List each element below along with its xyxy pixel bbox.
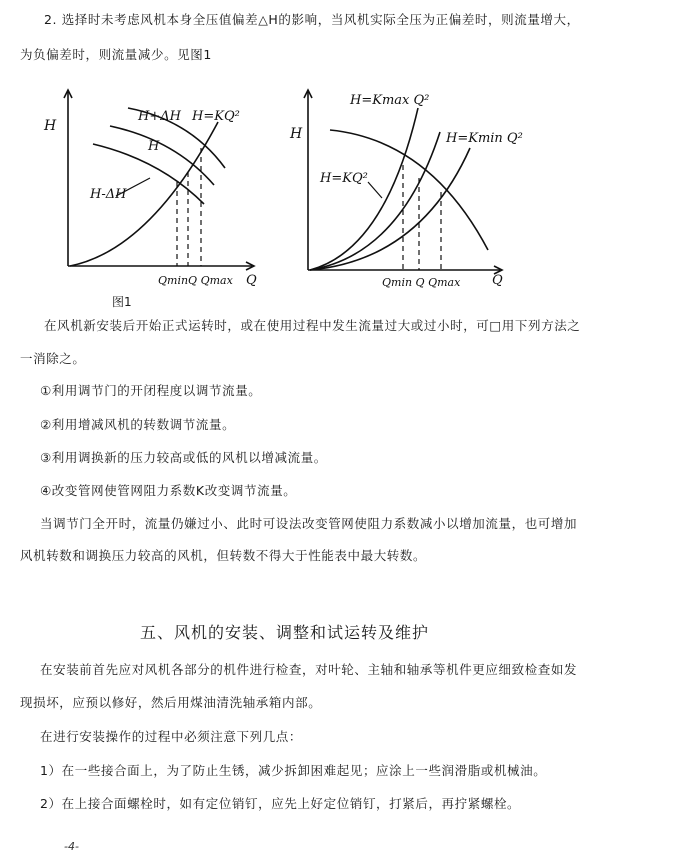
right-axis-y-label: H xyxy=(290,126,303,142)
left-tick-labels: QminQ Qmax xyxy=(158,274,233,287)
intro-line-1: 2. 选择时未考虑风机本身全压值偏差△H的影响，当风机实际全压为正偏差时，则流量增大， xyxy=(44,12,580,27)
body-item-2: ②利用增减风机的转数调节流量。 xyxy=(40,417,236,432)
left-label-low: H-ΔH xyxy=(90,187,127,202)
page-number: -4- xyxy=(64,840,79,853)
body-p2-line-1: 当调节门全开时，流量仍嫌过小、此时可设法改变管网使阻力系数减小以增加流量，也可增加 xyxy=(40,516,578,531)
right-curve-kmin xyxy=(310,148,470,270)
body-p1-line-1: 在风机新安装后开始正式运转时，或在使用过程中发生流量过大或过小时，可□用下列方法之 xyxy=(44,318,581,333)
body-item-3: ③利用调换新的压力较高或低的风机以增减流量。 xyxy=(40,450,327,465)
right-label-kmax: H=Kmax Q² xyxy=(350,93,430,108)
section-point-2: 2）在上接合面螺栓时，如有定位销钉，应先上好定位销钉，打紧后，再拧紧螺栓。 xyxy=(40,796,521,811)
right-label-kmin: H=Kmin Q² xyxy=(446,131,523,146)
intro-line-2: 为负偏差时，则流量减少。见图1 xyxy=(20,47,212,62)
body-p1-line-2: 一消除之。 xyxy=(20,351,86,366)
section-p2: 在进行安装操作的过程中必须注意下列几点： xyxy=(40,729,303,744)
left-axis-x-label: Q xyxy=(246,273,257,288)
figure-caption: 图1 xyxy=(112,295,132,309)
left-label-system: H=KQ² xyxy=(192,109,240,124)
left-axis-y-label: H xyxy=(44,118,57,134)
right-leader-k xyxy=(368,182,382,198)
body-item-4: ④改变管网使管网阻力系数K改变调节流量。 xyxy=(40,483,297,498)
section-p1-line-1: 在安装前首先应对风机各部分的机件进行检查，对叶轮、主轴和轴承等机件更应细致检查如发 xyxy=(40,662,578,677)
left-label-mid: H xyxy=(148,139,160,154)
section-title: 五、风机的安装、调整和试运转及维护 xyxy=(140,623,430,642)
section-point-1: 1）在一些接合面上，为了防止生锈，减少拆卸困难起见；应涂上一些润滑脂或机械油。 xyxy=(40,763,547,778)
right-tick-labels: Qmin Q Qmax xyxy=(382,276,461,289)
right-curve-k xyxy=(310,132,440,270)
body-item-1: ①利用调节门的开闭程度以调节流量。 xyxy=(40,383,262,398)
body-p2-line-2: 风机转数和调换压力较高的风机，但转数不得大于性能表中最大转数。 xyxy=(20,548,427,563)
figure-1 xyxy=(0,80,680,320)
right-axis-x-label: Q xyxy=(492,273,503,288)
left-label-top: H+ΔH xyxy=(138,109,181,124)
section-p1-line-2: 现损坏，应预以修好，然后用煤油清洗轴承箱内部。 xyxy=(20,695,322,710)
right-label-k: H=KQ² xyxy=(320,171,368,186)
right-curve-kmax xyxy=(310,108,418,270)
